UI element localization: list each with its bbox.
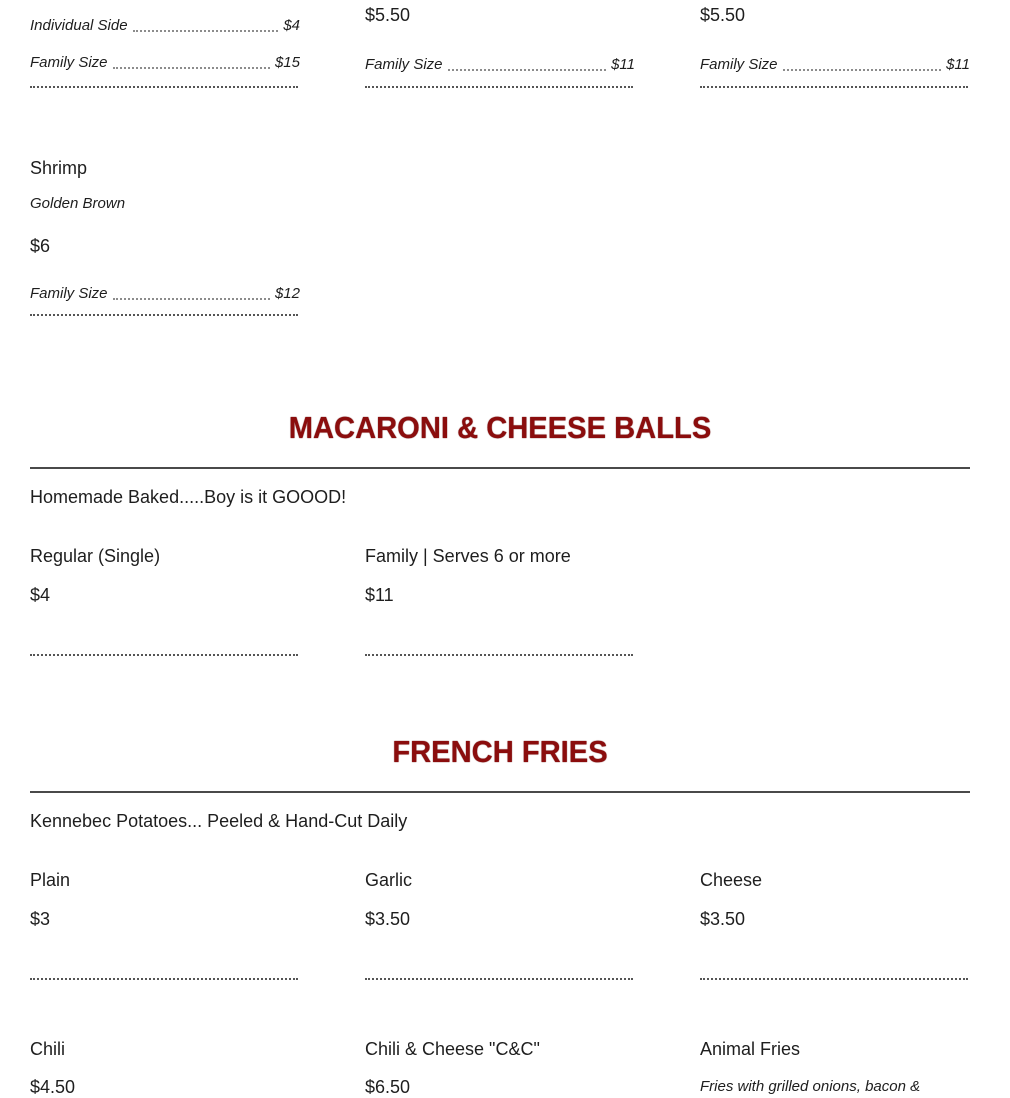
item-separator [700,86,968,88]
item-separator [365,978,633,980]
dot-leader [113,298,270,300]
price-option [30,17,300,35]
item-price: $4.50 [30,1077,76,1097]
item-price: $3.50 [365,909,411,929]
item-separator [30,314,298,316]
menu-item-fries-garlic [365,869,635,980]
item-name: Family | Serves 6 or more [365,546,571,566]
item-separator [700,978,968,980]
item-name: Shrimp [30,158,88,178]
item-separator [365,86,633,88]
item-description: Fries with grilled onions, bacon & [700,1078,921,1095]
section-rule [30,791,970,793]
dot-leader [133,30,279,32]
option-label: Family Size [30,54,108,71]
section-rule [30,467,970,469]
option-price: $11 [946,56,970,73]
option-price: $15 [274,54,300,71]
option-label: Family Size [30,285,108,302]
section-heading-mac-cheese: MACARONI & CHEESE BALLS [288,410,712,445]
item-price: $3.50 [700,909,746,929]
price-option [30,54,300,72]
dot-leader [783,69,942,71]
dot-leader [113,67,270,69]
menu-item-fries-chili [30,1038,300,1098]
price-option [365,56,635,74]
item-description: Golden Brown [30,195,126,212]
menu-item-top-3 [700,4,970,88]
item-name: Cheese [700,870,763,890]
option-price: $12 [274,285,300,302]
menu-item-shrimp [30,157,300,316]
price-option [30,285,300,303]
section-intro: Kennebec Potatoes... Peeled & Hand-Cut Daily [30,811,408,831]
option-price: $11 [611,56,635,73]
item-price: $4 [30,585,51,605]
menu-item-fries-chili-cheese [365,1038,635,1098]
item-separator [30,978,298,980]
price-option [700,56,970,74]
option-price: $4 [283,17,300,34]
item-price: $6 [30,236,51,256]
item-price: $5.50 [700,5,746,25]
item-name: Regular (Single) [30,546,161,566]
menu-item-fries-plain [30,869,300,980]
item-name: Animal Fries [700,1039,801,1059]
menu-item-mac-regular [30,545,300,656]
menu-item-top-2 [365,4,635,88]
item-name: Chili & Cheese "C&C" [365,1039,540,1059]
option-label: Family Size [700,56,778,73]
section-heading-french-fries: FRENCH FRIES [392,734,608,769]
menu-item-animal-fries [700,1038,970,1096]
option-label: Individual Side [30,17,128,34]
item-name: Plain [30,870,71,890]
section-intro: Homemade Baked.....Boy is it GOOOD! [30,487,347,507]
menu-item-mac-family [365,545,635,656]
item-separator [30,86,298,88]
menu-item-top-1 [30,17,300,88]
item-price: $5.50 [365,5,411,25]
dot-leader [448,69,607,71]
item-separator [365,654,633,656]
item-name: Garlic [365,870,413,890]
item-name: Chili [30,1039,66,1059]
item-price: $11 [365,585,394,605]
menu-item-fries-cheese [700,869,970,980]
option-label: Family Size [365,56,443,73]
item-separator [30,654,298,656]
item-price: $3 [30,909,51,929]
item-price: $6.50 [365,1077,411,1097]
